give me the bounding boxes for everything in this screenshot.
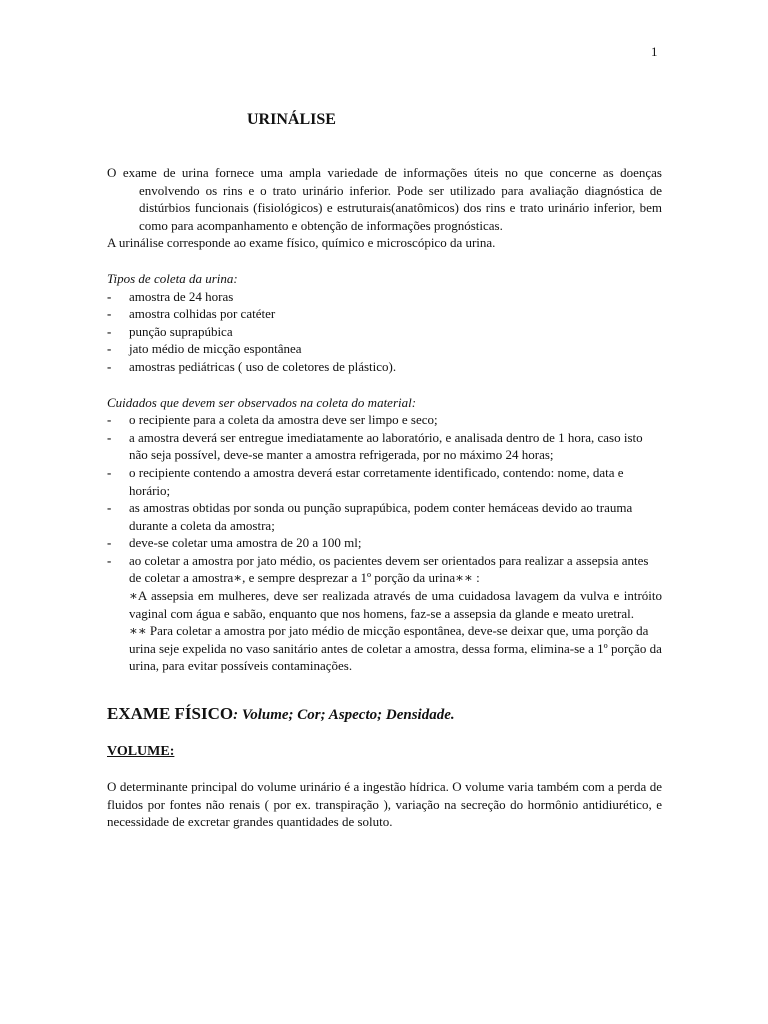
- list-item: - o recipiente contendo a amostra deverá estar corretamente identificado, contendo: nome, data e horário;: [107, 464, 662, 499]
- list-item: - jato médio de micção espontânea: [107, 340, 662, 358]
- intro-paragraph: O exame de urina fornece uma ampla variedade de informações úteis no que concerne as doenças envolvendo os rins e o trato urinário inferior. Pode ser utilizado para avaliação diagnóstica de distúrbios funcionais (fisiológicos) e estruturais(anatômicos) dos rins e trato urinário inferior, bem como para acompanhamento e obtenção de informações prognósticas.: [107, 165, 662, 233]
- physical-exam-title: EXAME FÍSICO: [107, 704, 234, 724]
- list-item: - a amostra deverá ser entregue imediatamente ao laboratório, e analisada dentro de 1 hora, caso isto não seja possível, deve-se manter a amostra refrigerada, por no máximo 24 horas;: [107, 429, 662, 464]
- page-number: 1: [651, 44, 658, 59]
- care-label: Cuidados que devem ser observados na coleta do material:: [107, 394, 417, 410]
- list-item: - o recipiente para a coleta da amostra deve ser limpo e seco;: [107, 411, 662, 429]
- list-item: - ao coletar a amostra por jato médio, os pacientes devem ser orientados para realizar a assepsia antes de coletar a amostra∗, e sempre desprezar a 1º porção da urina∗∗ :: [107, 552, 662, 587]
- asepsis-note: ∗A assepsia em mulheres, deve ser realizada através de uma cuidadosa lavagem da vulva e intróito vaginal com água e sabão, enquanto que nos homens, faz-se a assepsia da glande e meato uretral.: [129, 588, 662, 621]
- spacer: [107, 252, 662, 270]
- physical-exam-subtitle: : Volume; Cor; Aspecto; Densidade.: [233, 707, 455, 724]
- list-item: - punção suprapúbica: [107, 323, 662, 341]
- volume-heading: VOLUME:: [107, 743, 175, 759]
- list-item: - deve-se coletar uma amostra de 20 a 100 ml;: [107, 534, 662, 552]
- volume-paragraph: O determinante principal do volume urinário é a ingestão hídrica. O volume varia também com a perda de fluidos por fontes não renais ( por ex. transpiração ), variação na secreção do hormônio antidiurético, e necessidade de excretar grandes quantidades de soluto.: [107, 779, 662, 830]
- list-item: - as amostras obtidas por sonda ou punção suprapúbica, podem conter hemáceas devido ao trauma durante a coleta da amostra;: [107, 499, 662, 534]
- intro-summary: A urinálise corresponde ao exame físico, químico e microscópico da urina.: [107, 235, 496, 251]
- list-item: - amostras pediátricas ( uso de coletores de plástico).: [107, 358, 662, 376]
- list-item: - amostra de 24 horas: [107, 288, 662, 306]
- document-body: [107, 164, 662, 831]
- document-title: URINÁLISE: [247, 111, 336, 128]
- spacer: [107, 376, 662, 394]
- collection-types-list: [107, 288, 662, 376]
- care-list: [107, 411, 662, 587]
- midstream-note: ∗∗ Para coletar a amostra por jato médio de micção espontânea, deve-se deixar que, uma porção da urina seje expelida no vaso sanitário antes de coletar a amostra, dessa forma, elimina-se a 1º porção da urina, para evitar possíveis contaminações.: [129, 623, 662, 674]
- list-item: - amostra colhidas por catéter: [107, 305, 662, 323]
- collection-types-label: Tipos de coleta da urina:: [107, 270, 238, 286]
- physical-exam-heading: [107, 705, 662, 725]
